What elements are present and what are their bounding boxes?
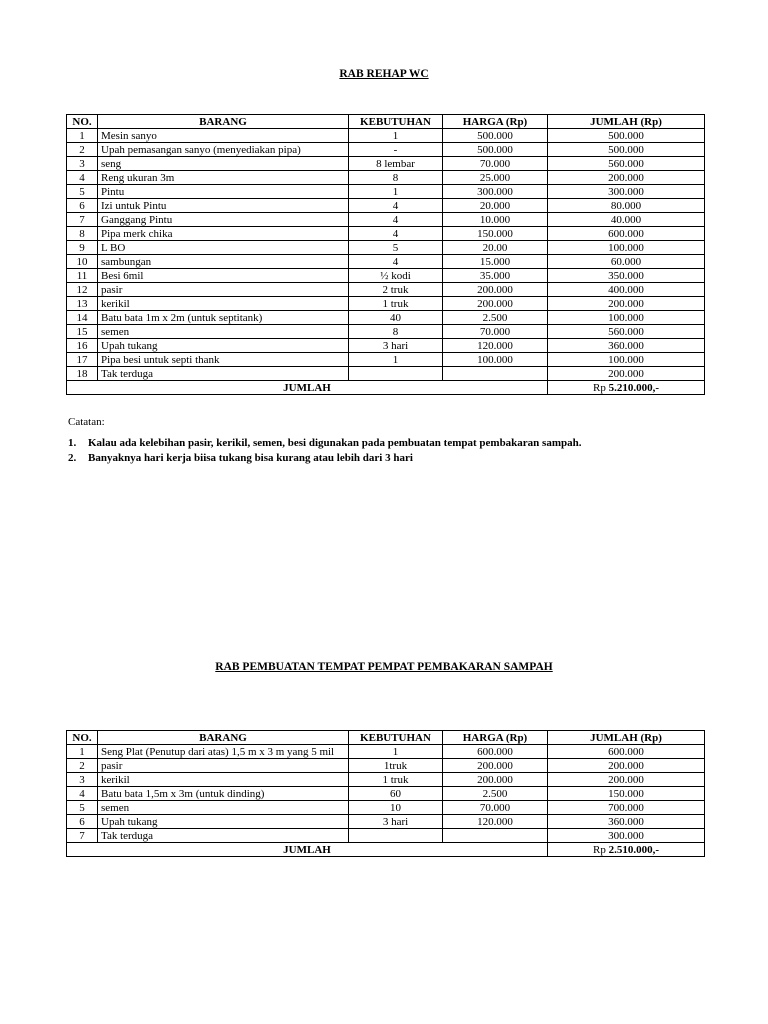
cell-jumlah: 360.000 [548, 815, 705, 829]
cell-kebutuhan: ½ kodi [349, 269, 443, 283]
cell-kebutuhan: 4 [349, 213, 443, 227]
cell-harga: 150.000 [443, 227, 548, 241]
cell-barang: Pipa merk chika [98, 227, 349, 241]
cell-harga: 20.000 [443, 199, 548, 213]
cell-harga: 600.000 [443, 745, 548, 759]
note-text: Kalau ada kelebihan pasir, kerikil, semen, besi digunakan pada pembuatan tempat pembakaran sampah. [88, 437, 582, 449]
cell-kebutuhan: 40 [349, 311, 443, 325]
cell-barang: Upah tukang [98, 339, 349, 353]
cell-barang: Mesin sanyo [98, 129, 349, 143]
cell-barang: Besi 6mil [98, 269, 349, 283]
note-text: Banyaknya hari kerja biisa tukang bisa kurang atau lebih dari 3 hari [88, 452, 413, 464]
cell-no: 4 [67, 171, 98, 185]
cell-harga: 25.000 [443, 171, 548, 185]
cell-no: 7 [67, 829, 98, 843]
table-header [67, 731, 705, 745]
cell-jumlah: 600.000 [548, 227, 705, 241]
cell-barang: semen [98, 325, 349, 339]
total-value: 2.510.000,- [608, 843, 659, 856]
cell-kebutuhan: 8 [349, 325, 443, 339]
cell-jumlah: 300.000 [548, 829, 705, 843]
table-row [67, 227, 705, 241]
cell-barang: pasir [98, 759, 349, 773]
notes-list [68, 436, 581, 466]
cell-barang: sambungan [98, 255, 349, 269]
cell-harga: 10.000 [443, 213, 548, 227]
cell-jumlah: 200.000 [548, 171, 705, 185]
cell-no: 2 [67, 759, 98, 773]
table-row [67, 157, 705, 171]
cell-no: 1 [67, 129, 98, 143]
table-row [67, 241, 705, 255]
cell-harga: 20.00 [443, 241, 548, 255]
total-row [67, 381, 705, 395]
note-number: 1. [68, 437, 77, 449]
cell-jumlah: 100.000 [548, 311, 705, 325]
cell-jumlah: 200.000 [548, 759, 705, 773]
cell-kebutuhan: 4 [349, 227, 443, 241]
cell-kebutuhan: 5 [349, 241, 443, 255]
cell-kebutuhan: 2 truk [349, 283, 443, 297]
table-row [67, 367, 705, 381]
cell-barang: Upah pemasangan sanyo (menyediakan pipa) [98, 143, 349, 157]
table-header [67, 115, 705, 129]
cell-no: 15 [67, 325, 98, 339]
cell-jumlah: 700.000 [548, 801, 705, 815]
cell-kebutuhan [349, 367, 443, 381]
cell-harga: 200.000 [443, 297, 548, 311]
cell-harga [443, 829, 548, 843]
cell-kebutuhan: 1 [349, 185, 443, 199]
cell-harga: 200.000 [443, 759, 548, 773]
cell-jumlah: 600.000 [548, 745, 705, 759]
total-row [67, 843, 705, 857]
note-item [68, 436, 582, 451]
cell-no: 10 [67, 255, 98, 269]
table-body [67, 745, 705, 843]
cell-jumlah: 500.000 [548, 129, 705, 143]
cell-kebutuhan: 1 [349, 745, 443, 759]
cell-no: 5 [67, 801, 98, 815]
table-row [67, 297, 705, 311]
table-row [67, 199, 705, 213]
cell-barang: kerikil [98, 773, 349, 787]
cell-barang: pasir [98, 283, 349, 297]
col-kebutuhan-header: KEBUTUHAN [349, 115, 443, 129]
cell-jumlah: 560.000 [548, 157, 705, 171]
table-row [67, 759, 705, 773]
cell-barang: semen [98, 801, 349, 815]
total-prefix: Rp [592, 843, 606, 856]
cell-no: 7 [67, 213, 98, 227]
table-row [67, 269, 705, 283]
cell-no: 5 [67, 185, 98, 199]
cell-harga: 70.000 [443, 325, 548, 339]
cell-jumlah: 150.000 [548, 787, 705, 801]
cell-harga: 35.000 [443, 269, 548, 283]
notes-label: Catatan: [68, 416, 105, 428]
cell-barang: Seng Plat (Penutup dari atas) 1,5 m x 3 m yang 5 mil [98, 745, 349, 759]
rab-sampah-table [66, 730, 705, 857]
cell-barang: seng [98, 157, 349, 171]
table-row [67, 171, 705, 185]
cell-barang: Batu bata 1m x 2m (untuk septitank) [98, 311, 349, 325]
col-kebutuhan-header: KEBUTUHAN [349, 731, 443, 745]
note-item [68, 451, 581, 466]
cell-barang: kerikil [98, 297, 349, 311]
cell-kebutuhan: 3 hari [349, 339, 443, 353]
cell-no: 13 [67, 297, 98, 311]
cell-harga: 200.000 [443, 283, 548, 297]
cell-barang: Batu bata 1,5m x 3m (untuk dinding) [98, 787, 349, 801]
cell-jumlah: 200.000 [548, 297, 705, 311]
cell-jumlah: 300.000 [548, 185, 705, 199]
cell-no: 16 [67, 339, 98, 353]
table-row [67, 339, 705, 353]
cell-jumlah: 500.000 [548, 143, 705, 157]
cell-jumlah: 100.000 [548, 241, 705, 255]
rab-sampah-title: RAB PEMBUATAN TEMPAT PEMPAT PEMBAKARAN SAMPAH [215, 661, 553, 673]
table-body [67, 129, 705, 381]
col-jumlah-header: JUMLAH (Rp) [548, 115, 705, 129]
table-row [67, 255, 705, 269]
col-barang-header: BARANG [98, 731, 349, 745]
col-barang-header: BARANG [98, 115, 349, 129]
cell-barang: Pintu [98, 185, 349, 199]
cell-harga: 300.000 [443, 185, 548, 199]
rab-rehap-table [66, 114, 705, 395]
cell-jumlah: 400.000 [548, 283, 705, 297]
cell-barang: Ganggang Pintu [98, 213, 349, 227]
cell-no: 6 [67, 815, 98, 829]
total-label: JUMLAH [67, 843, 548, 857]
col-no-header: NO. [67, 115, 98, 129]
cell-no: 1 [67, 745, 98, 759]
cell-no: 12 [67, 283, 98, 297]
cell-kebutuhan: 8 lembar [349, 157, 443, 171]
cell-harga: 120.000 [443, 815, 548, 829]
cell-barang: Upah tukang [98, 815, 349, 829]
cell-jumlah: 350.000 [548, 269, 705, 283]
cell-kebutuhan [349, 829, 443, 843]
cell-kebutuhan: - [349, 143, 443, 157]
total-value-cell [548, 843, 705, 857]
cell-jumlah: 100.000 [548, 353, 705, 367]
table-row [67, 745, 705, 759]
table-row [67, 787, 705, 801]
cell-barang: Reng ukuran 3m [98, 171, 349, 185]
table-row [67, 129, 705, 143]
cell-jumlah: 560.000 [548, 325, 705, 339]
table-row [67, 773, 705, 787]
cell-barang: Izi untuk Pintu [98, 199, 349, 213]
cell-kebutuhan: 1 truk [349, 773, 443, 787]
table-row [67, 143, 705, 157]
total-value-cell [548, 381, 705, 395]
cell-kebutuhan: 1 [349, 129, 443, 143]
cell-no: 4 [67, 787, 98, 801]
total-prefix: Rp [592, 381, 606, 394]
cell-barang: L BO [98, 241, 349, 255]
cell-kebutuhan: 4 [349, 199, 443, 213]
cell-kebutuhan: 3 hari [349, 815, 443, 829]
cell-jumlah: 60.000 [548, 255, 705, 269]
cell-harga: 500.000 [443, 143, 548, 157]
cell-jumlah: 200.000 [548, 367, 705, 381]
cell-kebutuhan: 1 [349, 353, 443, 367]
cell-harga: 2.500 [443, 311, 548, 325]
table-row [67, 311, 705, 325]
cell-harga: 120.000 [443, 339, 548, 353]
col-jumlah-header: JUMLAH (Rp) [548, 731, 705, 745]
table-row [67, 353, 705, 367]
table-row [67, 801, 705, 815]
cell-harga: 2.500 [443, 787, 548, 801]
cell-jumlah: 80.000 [548, 199, 705, 213]
cell-no: 8 [67, 227, 98, 241]
col-harga-header: HARGA (Rp) [443, 731, 548, 745]
cell-no: 6 [67, 199, 98, 213]
cell-no: 17 [67, 353, 98, 367]
cell-harga: 70.000 [443, 157, 548, 171]
cell-no: 11 [67, 269, 98, 283]
table-row [67, 185, 705, 199]
cell-jumlah: 40.000 [548, 213, 705, 227]
cell-harga [443, 367, 548, 381]
cell-jumlah: 360.000 [548, 339, 705, 353]
cell-barang: Tak terduga [98, 829, 349, 843]
cell-no: 3 [67, 773, 98, 787]
cell-kebutuhan: 60 [349, 787, 443, 801]
table-row [67, 325, 705, 339]
cell-kebutuhan: 10 [349, 801, 443, 815]
cell-barang: Tak terduga [98, 367, 349, 381]
cell-harga: 70.000 [443, 801, 548, 815]
cell-no: 2 [67, 143, 98, 157]
cell-kebutuhan: 4 [349, 255, 443, 269]
col-harga-header: HARGA (Rp) [443, 115, 548, 129]
cell-no: 9 [67, 241, 98, 255]
note-number: 2. [68, 452, 77, 464]
cell-kebutuhan: 8 [349, 171, 443, 185]
rab-rehap-title: RAB REHAP WC [339, 68, 429, 80]
col-no-header: NO. [67, 731, 98, 745]
cell-harga: 500.000 [443, 129, 548, 143]
cell-harga: 100.000 [443, 353, 548, 367]
cell-no: 3 [67, 157, 98, 171]
cell-harga: 15.000 [443, 255, 548, 269]
table-row [67, 815, 705, 829]
cell-jumlah: 200.000 [548, 773, 705, 787]
table-row [67, 283, 705, 297]
total-label: JUMLAH [67, 381, 548, 395]
cell-barang: Pipa besi untuk septi thank [98, 353, 349, 367]
cell-kebutuhan: 1 truk [349, 297, 443, 311]
cell-no: 14 [67, 311, 98, 325]
cell-no: 18 [67, 367, 98, 381]
total-value: 5.210.000,- [608, 381, 659, 394]
table-row [67, 213, 705, 227]
table-row [67, 829, 705, 843]
cell-kebutuhan: 1truk [349, 759, 443, 773]
cell-harga: 200.000 [443, 773, 548, 787]
